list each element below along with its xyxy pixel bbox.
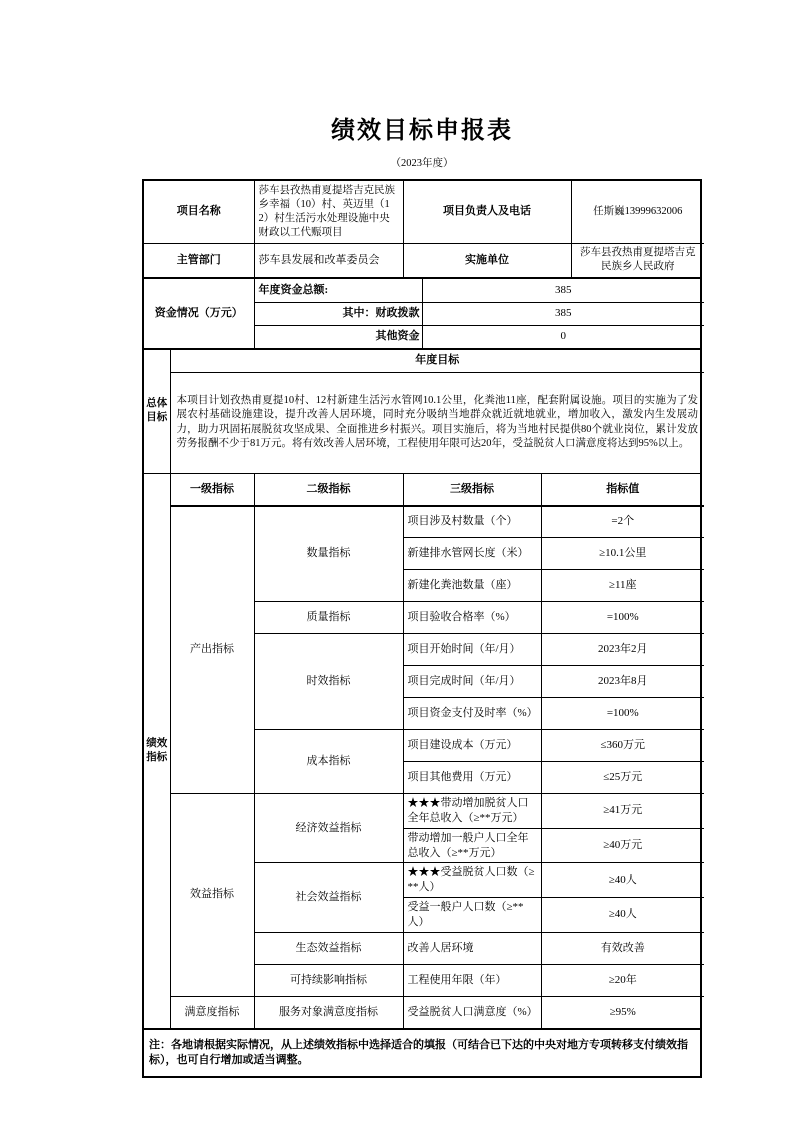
indicator-name: 项目资金支付及时率（%）: [403, 698, 541, 730]
indicator-name: 项目完成时间（年/月）: [403, 666, 541, 698]
impl-unit-value: 莎车县孜热甫夏提塔吉克民族乡人民政府: [571, 243, 704, 277]
indicator-value: ≥11座: [541, 570, 704, 602]
indicator-name: 改善人居环境: [403, 932, 541, 964]
indicator-name: 项目涉及村数量（个）: [403, 506, 541, 538]
level2-sustainability: 可持续影响指标: [254, 964, 403, 996]
indicator-value: ≥40万元: [541, 828, 704, 863]
declaration-form-table: [142, 179, 702, 1078]
header-value: 指标值: [541, 474, 704, 506]
indicator-name: 受益脱贫人口满意度（%）: [403, 996, 541, 1028]
level2-quality: 质量指标: [254, 602, 403, 634]
funds-table: [144, 279, 704, 348]
table-row: [144, 279, 704, 302]
document-page: [142, 110, 702, 1078]
note-table: [144, 1030, 700, 1076]
indicator-value: 2023年2月: [541, 634, 704, 666]
indicator-value: ≥40人: [541, 898, 704, 933]
indicators-table: [144, 474, 704, 1029]
manager-value: 任斯巍13999632006: [571, 181, 704, 243]
page-subtitle: （2023年度）: [390, 158, 454, 169]
indicator-value: =100%: [541, 698, 704, 730]
impl-unit-label: 实施单位: [403, 243, 571, 277]
table-row: [144, 181, 704, 243]
indicator-value: 2023年8月: [541, 666, 704, 698]
indicator-name: 新建排水管网长度（米）: [403, 538, 541, 570]
level1-benefit: 效益指标: [170, 794, 254, 997]
project-name-label: 项目名称: [144, 181, 254, 243]
dept-value: 莎车县发展和改革委员会: [254, 243, 403, 277]
indicator-name: 项目其他费用（万元）: [403, 762, 541, 794]
indicator-name: 项目建设成本（万元）: [403, 730, 541, 762]
level2-timeliness: 时效指标: [254, 634, 403, 730]
dept-label: 主管部门: [144, 243, 254, 277]
footnote-text: 注：各地请根据实际情况，从上述绩效指标中选择适合的填报（可结合已下达的中央对地方专项转移支付绩效指标），也可自行增加或适当调整。: [144, 1030, 700, 1076]
overall-goal-text: 本项目计划孜热甫夏提10村、12村新建生活污水管网10.1公里，化粪池11座，配套附属设施。项目的实施为了发展农村基础设施建设，提升改善人居环境，同时充分吸纳当地群众就近就地就业，增加收入，激发内生发展动力，助力巩固拓展脱贫攻坚成果、全面推进乡村振兴。项目实施后，将为当地村民提供80个就业岗位，累计发放劳务报酬不少于81万元。将有效改善人居环境，工程使用年限可达20年，受益脱贫人口满意度将达到95%以上。: [170, 372, 704, 473]
header-level3: 三级指标: [403, 474, 541, 506]
level1-output: 产出指标: [170, 506, 254, 794]
level2-service-satisfaction: 服务对象满意度指标: [254, 996, 403, 1028]
indicator-name: ★★★带动增加脱贫人口全年总收入（≥**万元）: [403, 794, 541, 829]
indicator-name: 受益一般户人口数（≥**人）: [403, 898, 541, 933]
indicator-name: 工程使用年限（年）: [403, 964, 541, 996]
level2-ecological: 生态效益指标: [254, 932, 403, 964]
funds-fiscal-label: 其中：财政拨款: [254, 302, 422, 325]
indicator-name: 项目验收合格率（%）: [403, 602, 541, 634]
indicator-value: ≥41万元: [541, 794, 704, 829]
funds-total-value: 385: [422, 279, 704, 302]
table-row: [144, 243, 704, 277]
table-row: [144, 372, 704, 473]
level2-social: 社会效益指标: [254, 863, 403, 932]
indicator-value: =2个: [541, 506, 704, 538]
funds-total-label: 年度资金总额:: [254, 279, 422, 302]
indicator-value: ≥20年: [541, 964, 704, 996]
indicator-value: 有效改善: [541, 932, 704, 964]
header-level1: 一级指标: [170, 474, 254, 506]
indicator-name: 带动增加一般户人口全年总收入（≥**万元）: [403, 828, 541, 863]
level2-economic: 经济效益指标: [254, 794, 403, 863]
level1-satisfaction: 满意度指标: [170, 996, 254, 1028]
table-row: [144, 1030, 700, 1076]
indicator-value: ≥95%: [541, 996, 704, 1028]
funds-fiscal-value: 385: [422, 302, 704, 325]
page-title: 绩效目标申报表: [331, 118, 513, 144]
indicators-side-label: 绩效指标: [144, 474, 170, 1029]
level2-quantity: 数量指标: [254, 506, 403, 602]
level2-cost: 成本指标: [254, 730, 403, 794]
project-info-table: [144, 181, 704, 277]
indicator-name: ★★★受益脱贫人口数（≥**人）: [403, 863, 541, 898]
overall-goal-table: [144, 350, 704, 473]
indicator-value: ≤25万元: [541, 762, 704, 794]
table-row: [144, 996, 704, 1028]
indicators-header-row: [144, 474, 704, 506]
overall-goal-side-label: 总体目标: [144, 350, 170, 473]
table-row: [144, 350, 704, 372]
indicator-value: ≥40人: [541, 863, 704, 898]
funds-other-label: 其他资金: [254, 325, 422, 348]
funds-section-label: 资金情况（万元）: [144, 279, 254, 348]
table-row: [144, 794, 704, 829]
project-name-value: 莎车县孜热甫夏提塔吉克民族乡幸福（10）村、英迈里（12）村生活污水处理设施中央财政以工代赈项目: [254, 181, 403, 243]
indicator-value: =100%: [541, 602, 704, 634]
funds-other-value: 0: [422, 325, 704, 348]
indicator-value: ≥10.1公里: [541, 538, 704, 570]
table-row: [144, 506, 704, 538]
manager-label: 项目负责人及电话: [403, 181, 571, 243]
annual-goal-header: 年度目标: [170, 350, 704, 372]
indicator-value: ≤360万元: [541, 730, 704, 762]
indicator-name: 新建化粪池数量（座）: [403, 570, 541, 602]
indicator-name: 项目开始时间（年/月）: [403, 634, 541, 666]
header-level2: 二级指标: [254, 474, 403, 506]
